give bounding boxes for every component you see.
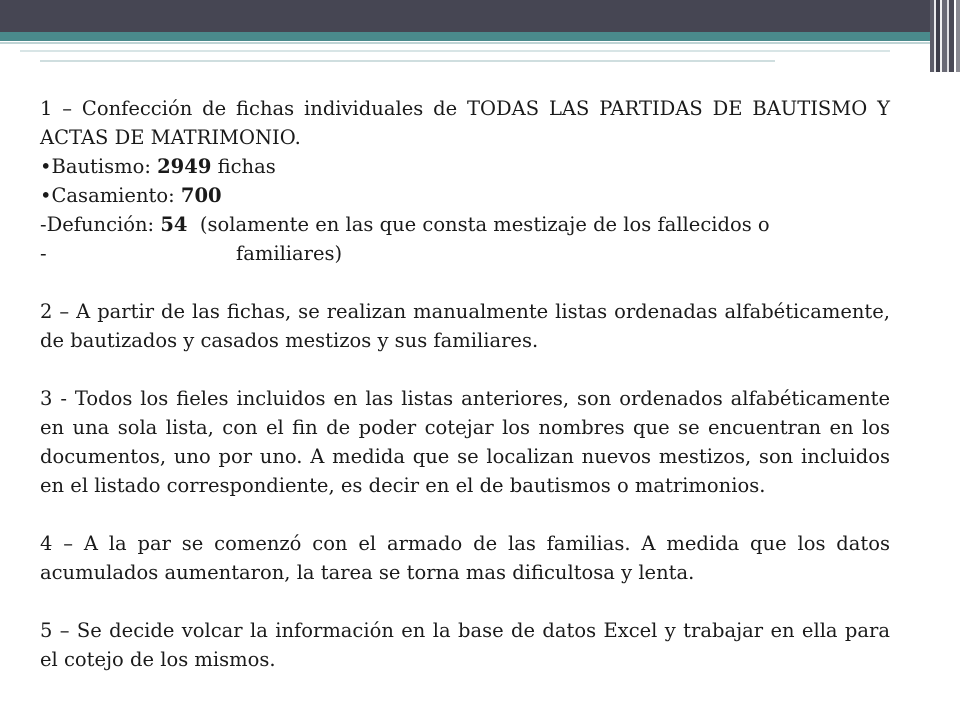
slide-body — [40, 94, 890, 674]
casamiento-line — [40, 181, 890, 210]
item-4-text: 4 – A la par se comenzó con el armado de las familias. A medida que los datos acumulados aumentaron, la tarea se torna mas dificultosa y lenta. — [40, 532, 890, 584]
defuncion-note: (solamente en las que consta mestizaje de los fallecidos o — [187, 213, 770, 236]
bautismo-line — [40, 152, 890, 181]
bullet-icon — [40, 155, 52, 178]
header-band — [0, 0, 960, 32]
defuncion-continuation — [40, 239, 890, 268]
header-rule-2 — [20, 50, 890, 52]
defuncion-count: 54 — [160, 213, 188, 236]
item-5-text: 5 – Se decide volcar la información en la base de datos Excel y trabajar en ella para el cotejo de los mismos. — [40, 619, 890, 671]
item-2-text: 2 – A partir de las fichas, se realizan manualmente listas ordenadas alfabéticamente, de bautizados y casados mestizos y sus familiares. — [40, 300, 890, 352]
defuncion-line — [40, 210, 890, 239]
bautismo-unit: fichas — [211, 155, 276, 178]
casamiento-label: Casamiento: — [51, 184, 181, 207]
defuncion-note-2: familiares) — [236, 242, 343, 265]
header-stripes — [930, 0, 960, 72]
defuncion-label: -Defunción: — [40, 213, 161, 236]
header-rule-3 — [40, 60, 775, 62]
item-1-text: 1 – Confección de fichas individuales de TODAS LAS PARTIDAS DE BAUTISMO Y ACTAS DE MATRIMONIO. — [40, 97, 890, 149]
bautismo-count: 2949 — [157, 155, 212, 178]
item-3-text: 3 - Todos los fieles incluidos en las listas anteriores, son ordenados alfabéticamente en una sola lista, con el fin de poder cotejar los nombres que se encuentran en los documentos, uno por uno. A medida que se localizan nuevos mestizos, son incluidos en el listado correspondiente, es decir en el de bautismos o matrimonios. — [40, 387, 890, 497]
bautismo-label: Bautismo: — [51, 155, 158, 178]
casamiento-count: 700 — [180, 184, 222, 207]
header-rule-1 — [0, 42, 930, 44]
defuncion-dash: - — [40, 242, 47, 265]
header-accent-bar — [0, 32, 930, 41]
bullet-icon — [40, 184, 52, 207]
